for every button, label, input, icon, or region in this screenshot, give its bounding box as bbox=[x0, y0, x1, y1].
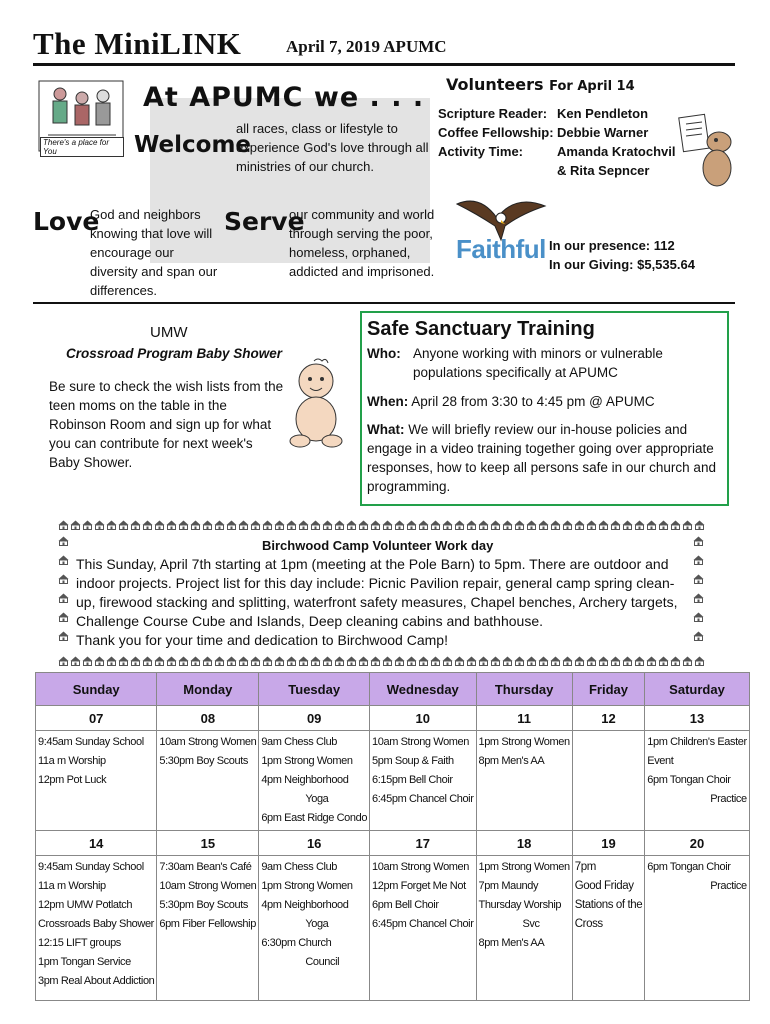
house-icon bbox=[310, 517, 321, 527]
day-header: Thursday bbox=[476, 673, 572, 706]
house-icon bbox=[238, 653, 249, 663]
house-icon bbox=[190, 517, 201, 527]
date-number: 12 bbox=[572, 706, 645, 731]
day-header: Sunday bbox=[36, 673, 157, 706]
umw-heading: UMW bbox=[150, 324, 188, 341]
calendar-header-row bbox=[36, 673, 750, 706]
top-rule bbox=[33, 63, 735, 66]
calendar-event: 10am Strong Women bbox=[159, 880, 257, 892]
house-icon bbox=[178, 653, 189, 663]
house-icon bbox=[370, 653, 381, 663]
house-icon bbox=[478, 653, 489, 663]
baby-clipart bbox=[288, 357, 346, 454]
date-number: 07 bbox=[36, 706, 157, 731]
calendar-event: 5pm Soup & Faith bbox=[372, 755, 454, 767]
house-icon bbox=[154, 517, 165, 527]
calendar-event: 12pm UMW Potlatch bbox=[38, 899, 133, 911]
calendar-event: 6:30pm Church bbox=[261, 937, 332, 949]
house-icon bbox=[346, 517, 357, 527]
house-icon bbox=[142, 517, 153, 527]
safe-who bbox=[367, 344, 722, 382]
house-icon bbox=[334, 653, 345, 663]
calendar-event: 11a m Worship bbox=[38, 880, 106, 892]
day-events-cell bbox=[157, 856, 259, 1001]
birchwood-thanks: Thank you for your time and dedication to Birchwood Camp! bbox=[76, 632, 448, 648]
calendar-event: 1pm Strong Women bbox=[261, 755, 353, 767]
house-icon bbox=[670, 653, 681, 663]
calendar-event: Crossroads Baby Shower bbox=[38, 918, 154, 930]
calendar-event: 5:30pm Boy Scouts bbox=[159, 755, 248, 767]
dog-reading-clipart bbox=[677, 112, 739, 195]
day-events-cell bbox=[36, 731, 157, 831]
calendar-event: 12pm Forget Me Not bbox=[372, 880, 466, 892]
day-events-cell bbox=[645, 856, 749, 1001]
house-icon bbox=[334, 517, 345, 527]
calendar-event: Svc bbox=[522, 918, 540, 930]
calendar-event: 4pm Neighborhood bbox=[261, 774, 349, 786]
calendar-event: 9:45am Sunday School bbox=[38, 861, 144, 873]
house-icon bbox=[166, 653, 177, 663]
house-icon bbox=[58, 609, 69, 619]
house-icon bbox=[646, 653, 657, 663]
calendar-event: Council bbox=[305, 956, 340, 968]
calendar-event: 12pm Pot Luck bbox=[38, 774, 107, 786]
house-icon bbox=[634, 517, 645, 527]
day-header: Wednesday bbox=[370, 673, 476, 706]
calendar-table bbox=[35, 672, 750, 1001]
house-icon bbox=[58, 571, 69, 581]
house-icon bbox=[70, 517, 81, 527]
day-events-cell bbox=[370, 731, 476, 831]
house-icon bbox=[82, 517, 93, 527]
faithful-word: Faithful bbox=[456, 234, 546, 264]
house-icon bbox=[646, 517, 657, 527]
house-icon bbox=[454, 653, 465, 663]
house-border-left bbox=[58, 533, 69, 647]
house-icon bbox=[610, 517, 621, 527]
when-text: April 28 from 3:30 to 4:45 pm @ APUMC bbox=[411, 394, 655, 409]
date-number: 14 bbox=[36, 831, 157, 856]
attendance-stats bbox=[549, 236, 695, 274]
house-icon bbox=[94, 517, 105, 527]
house-icon bbox=[466, 517, 477, 527]
events-row bbox=[36, 731, 750, 831]
what-label: What: bbox=[367, 422, 405, 437]
calendar-event: 6pm Tongan Choir bbox=[647, 861, 731, 873]
house-icon bbox=[58, 653, 69, 663]
calendar-event: 1pm Tongan Service bbox=[38, 956, 131, 968]
house-icon bbox=[406, 653, 417, 663]
house-icon bbox=[358, 517, 369, 527]
house-icon bbox=[262, 653, 273, 663]
day-events-cell bbox=[572, 731, 645, 831]
calendar-event: 10am Strong Women bbox=[159, 736, 257, 748]
house-icon bbox=[250, 653, 261, 663]
house-icon bbox=[430, 517, 441, 527]
date-number: 20 bbox=[645, 831, 749, 856]
volunteers-heading bbox=[446, 75, 635, 94]
house-icon bbox=[214, 517, 225, 527]
serve-word: Serve bbox=[224, 207, 305, 236]
newsletter-title: The MiniLINK bbox=[33, 26, 242, 61]
house-icon bbox=[694, 517, 705, 527]
volunteer-row: & Rita Sepncer bbox=[557, 163, 650, 178]
house-icon bbox=[58, 590, 69, 600]
house-icon bbox=[598, 653, 609, 663]
house-icon bbox=[418, 653, 429, 663]
volunteers-title: Volunteers bbox=[446, 75, 544, 94]
house-icon bbox=[586, 653, 597, 663]
birchwood-text: This Sunday, April 7th starting at 1pm (meeting at the Pole Barn) to 5pm. There are outdoor and indoor projects. Project list for this day include: Picnic Pavilion repair, general camp spring clean-up, firewood stacking and splitting, waterfront safety measures, Chapel benches, Archery targets, Challenge Course Cube and Islands, Deep cleaning cabins and bathhouse. bbox=[76, 556, 678, 629]
who-text: Anyone working with minors or vulnerable populations specifically at APUMC bbox=[413, 346, 663, 380]
calendar-event: 1pm Strong Women bbox=[478, 861, 570, 873]
house-icon bbox=[382, 517, 393, 527]
house-icon bbox=[238, 517, 249, 527]
house-icon bbox=[226, 517, 237, 527]
house-icon bbox=[550, 517, 561, 527]
calendar-event: 3pm Real About Addiction bbox=[38, 975, 155, 987]
events-row bbox=[36, 856, 750, 1001]
calendar-event: 9:45am Sunday School bbox=[38, 736, 144, 748]
house-icon bbox=[298, 517, 309, 527]
house-icon bbox=[70, 653, 81, 663]
date-number: 08 bbox=[157, 706, 259, 731]
date-number: 09 bbox=[259, 706, 370, 731]
house-icon bbox=[94, 653, 105, 663]
house-icon bbox=[442, 653, 453, 663]
volunteer-row: Activity Time: Amanda Kratochvil bbox=[438, 144, 676, 159]
calendar-event: Practice bbox=[710, 793, 747, 805]
calendar-event: 7pm bbox=[574, 861, 596, 873]
house-icon bbox=[394, 653, 405, 663]
section-rule bbox=[33, 302, 735, 304]
safe-what bbox=[367, 420, 717, 496]
when-label: When: bbox=[367, 394, 409, 409]
day-header: Tuesday bbox=[259, 673, 370, 706]
house-icon bbox=[610, 653, 621, 663]
calendar-event: 11a m Worship bbox=[38, 755, 106, 767]
house-icon bbox=[298, 653, 309, 663]
day-header: Saturday bbox=[645, 673, 749, 706]
house-icon bbox=[166, 517, 177, 527]
calendar-event: Stations of the bbox=[574, 899, 643, 911]
day-events-cell bbox=[370, 856, 476, 1001]
house-icon bbox=[214, 653, 225, 663]
volunteer-row: Scripture Reader: Ken Pendleton bbox=[438, 106, 649, 121]
safe-sanctuary-title: Safe Sanctuary Training bbox=[367, 318, 595, 340]
date-row bbox=[36, 831, 750, 856]
house-icon bbox=[58, 628, 69, 638]
house-icon bbox=[562, 517, 573, 527]
house-icon bbox=[226, 653, 237, 663]
house-icon bbox=[418, 517, 429, 527]
calendar-event: 6pm East Ridge Condo bbox=[261, 812, 368, 824]
house-icon bbox=[490, 517, 501, 527]
house-icon bbox=[693, 628, 704, 638]
house-icon bbox=[442, 517, 453, 527]
house-icon bbox=[502, 653, 513, 663]
birchwood-title: Birchwood Camp Volunteer Work day bbox=[262, 538, 494, 553]
house-icon bbox=[106, 517, 117, 527]
calendar-event: 1pm Children's Easter bbox=[647, 736, 747, 748]
date-number: 16 bbox=[259, 831, 370, 856]
umw-body: Be sure to check the wish lists from the teen moms on the table in the Robinson Room and sign up for what you can contribute for next week's Baby Shower. bbox=[49, 379, 284, 470]
calendar-event: Yoga bbox=[305, 918, 329, 930]
date-number: 19 bbox=[572, 831, 645, 856]
house-icon bbox=[562, 653, 573, 663]
house-icon bbox=[538, 653, 549, 663]
house-icon bbox=[262, 517, 273, 527]
house-icon bbox=[538, 517, 549, 527]
serve-text: our community and world through serving the poor, homeless, orphaned, addicted and imprisoned. bbox=[289, 207, 435, 279]
house-icon bbox=[274, 517, 285, 527]
calendar-event: 1pm Strong Women bbox=[478, 736, 570, 748]
house-icon bbox=[142, 653, 153, 663]
house-icon bbox=[106, 653, 117, 663]
house-icon bbox=[490, 653, 501, 663]
calendar-event: Practice bbox=[710, 880, 747, 892]
house-icon bbox=[394, 517, 405, 527]
house-icon bbox=[286, 653, 297, 663]
calendar-event: 10am Strong Women bbox=[372, 861, 469, 873]
calendar-event: Good Friday bbox=[574, 880, 634, 892]
house-icon bbox=[346, 653, 357, 663]
birchwood-body bbox=[76, 555, 686, 650]
house-icon bbox=[130, 653, 141, 663]
house-icon bbox=[58, 533, 69, 543]
calendar-event: 6:45pm Chancel Choir bbox=[372, 918, 474, 930]
calendar-event: 10am Strong Women bbox=[372, 736, 469, 748]
house-icon bbox=[154, 653, 165, 663]
calendar-body bbox=[36, 706, 750, 1001]
house-border-right bbox=[693, 533, 704, 647]
day-events-cell bbox=[259, 856, 370, 1001]
house-icon bbox=[286, 517, 297, 527]
love-word: Love bbox=[33, 207, 100, 236]
house-icon bbox=[586, 517, 597, 527]
presence-count: In our presence: 112 bbox=[549, 238, 675, 253]
house-icon bbox=[178, 517, 189, 527]
newsletter-date: April 7, 2019 APUMC bbox=[286, 37, 447, 56]
safe-when bbox=[367, 392, 722, 411]
date-number: 13 bbox=[645, 706, 749, 731]
house-icon bbox=[682, 653, 693, 663]
date-number: 10 bbox=[370, 706, 476, 731]
house-icon bbox=[693, 590, 704, 600]
house-icon bbox=[694, 653, 705, 663]
house-icon bbox=[58, 517, 69, 527]
calendar-event: 9am Chess Club bbox=[261, 861, 338, 873]
house-icon bbox=[406, 517, 417, 527]
calendar-event: Thursday Worship bbox=[478, 899, 562, 911]
who-label: Who: bbox=[367, 346, 401, 361]
house-border-top bbox=[58, 517, 705, 527]
house-icon bbox=[514, 517, 525, 527]
date-number: 15 bbox=[157, 831, 259, 856]
house-icon bbox=[454, 517, 465, 527]
house-icon bbox=[202, 517, 213, 527]
house-icon bbox=[322, 653, 333, 663]
volunteers-date: For April 14 bbox=[549, 79, 635, 94]
calendar-event: Yoga bbox=[305, 793, 329, 805]
house-icon bbox=[370, 517, 381, 527]
calendar-event: 5:30pm Boy Scouts bbox=[159, 899, 248, 911]
love-text: God and neighbors knowing that love will encourage our diversity and span our differences. bbox=[90, 207, 218, 298]
calendar-event: 4pm Neighborhood bbox=[261, 899, 349, 911]
house-icon bbox=[382, 653, 393, 663]
house-icon bbox=[693, 533, 704, 543]
calendar-event: 6pm Tongan Choir bbox=[647, 774, 731, 786]
date-number: 11 bbox=[476, 706, 572, 731]
calendar-event: 1pm Strong Women bbox=[261, 880, 353, 892]
house-icon bbox=[478, 517, 489, 527]
house-icon bbox=[682, 517, 693, 527]
house-icon bbox=[58, 552, 69, 562]
house-icon bbox=[202, 653, 213, 663]
house-icon bbox=[502, 517, 513, 527]
house-icon bbox=[250, 517, 261, 527]
day-header: Monday bbox=[157, 673, 259, 706]
date-number: 17 bbox=[370, 831, 476, 856]
house-icon bbox=[118, 653, 129, 663]
calendar-event: 6pm Bell Choir bbox=[372, 899, 439, 911]
house-icon bbox=[358, 653, 369, 663]
house-icon bbox=[598, 517, 609, 527]
calendar-event: 8pm Men's AA bbox=[478, 755, 545, 767]
house-icon bbox=[622, 517, 633, 527]
house-icon bbox=[693, 552, 704, 562]
calendar-event: 8pm Men's AA bbox=[478, 937, 545, 949]
calendar-event: 6pm Fiber Fellowship bbox=[159, 918, 256, 930]
house-icon bbox=[190, 653, 201, 663]
house-icon bbox=[693, 571, 704, 581]
house-icon bbox=[274, 653, 285, 663]
house-icon bbox=[574, 517, 585, 527]
house-icon bbox=[514, 653, 525, 663]
house-icon bbox=[658, 653, 669, 663]
date-row bbox=[36, 706, 750, 731]
house-icon bbox=[526, 517, 537, 527]
date-number: 18 bbox=[476, 831, 572, 856]
house-icon bbox=[658, 517, 669, 527]
house-icon bbox=[310, 653, 321, 663]
volunteer-list bbox=[438, 104, 675, 180]
day-events-cell bbox=[572, 856, 645, 1001]
calendar-event: 9am Chess Club bbox=[261, 736, 338, 748]
calendar-event: 7:30am Bean's Café bbox=[159, 861, 252, 873]
family-caption: There's a place for You bbox=[40, 137, 124, 157]
house-icon bbox=[670, 517, 681, 527]
day-events-cell bbox=[476, 856, 572, 1001]
house-icon bbox=[130, 517, 141, 527]
house-icon bbox=[322, 517, 333, 527]
house-icon bbox=[430, 653, 441, 663]
house-icon bbox=[118, 517, 129, 527]
calendar-event: 6:45pm Chancel Choir bbox=[372, 793, 474, 805]
house-border-bottom bbox=[58, 653, 705, 663]
welcome-text: all races, class or lifestyle to experience God's love through all ministries of our church. bbox=[236, 121, 429, 174]
calendar-event: 12:15 LIFT groups bbox=[38, 937, 121, 949]
house-icon bbox=[550, 653, 561, 663]
calendar-event: Cross bbox=[574, 918, 603, 930]
house-icon bbox=[634, 653, 645, 663]
house-icon bbox=[82, 653, 93, 663]
family-clipart bbox=[38, 80, 124, 156]
house-icon bbox=[466, 653, 477, 663]
intro-heading: At APUMC we . . . bbox=[143, 82, 425, 113]
house-icon bbox=[574, 653, 585, 663]
day-header: Friday bbox=[572, 673, 645, 706]
umw-subtitle: Crossroad Program Baby Shower bbox=[66, 346, 283, 361]
calendar-event: 7pm Maundy bbox=[478, 880, 539, 892]
day-events-cell bbox=[645, 731, 749, 831]
house-icon bbox=[526, 653, 537, 663]
calendar-event: Event bbox=[647, 755, 674, 767]
giving-amount: In our Giving: $5,535.64 bbox=[549, 257, 695, 272]
volunteer-row: Coffee Fellowship: Debbie Warner bbox=[438, 125, 649, 140]
day-events-cell bbox=[259, 731, 370, 831]
what-text: We will briefly review our in-house policies and engage in a video training together going over appropriate responses, how to keep all persons safe in our church and programming. bbox=[367, 422, 716, 494]
calendar-event: 6:15pm Bell Choir bbox=[372, 774, 453, 786]
day-events-cell bbox=[36, 856, 157, 1001]
day-events-cell bbox=[157, 731, 259, 831]
house-icon bbox=[693, 609, 704, 619]
house-icon bbox=[622, 653, 633, 663]
welcome-word: Welcome bbox=[134, 132, 252, 158]
day-events-cell bbox=[476, 731, 572, 831]
